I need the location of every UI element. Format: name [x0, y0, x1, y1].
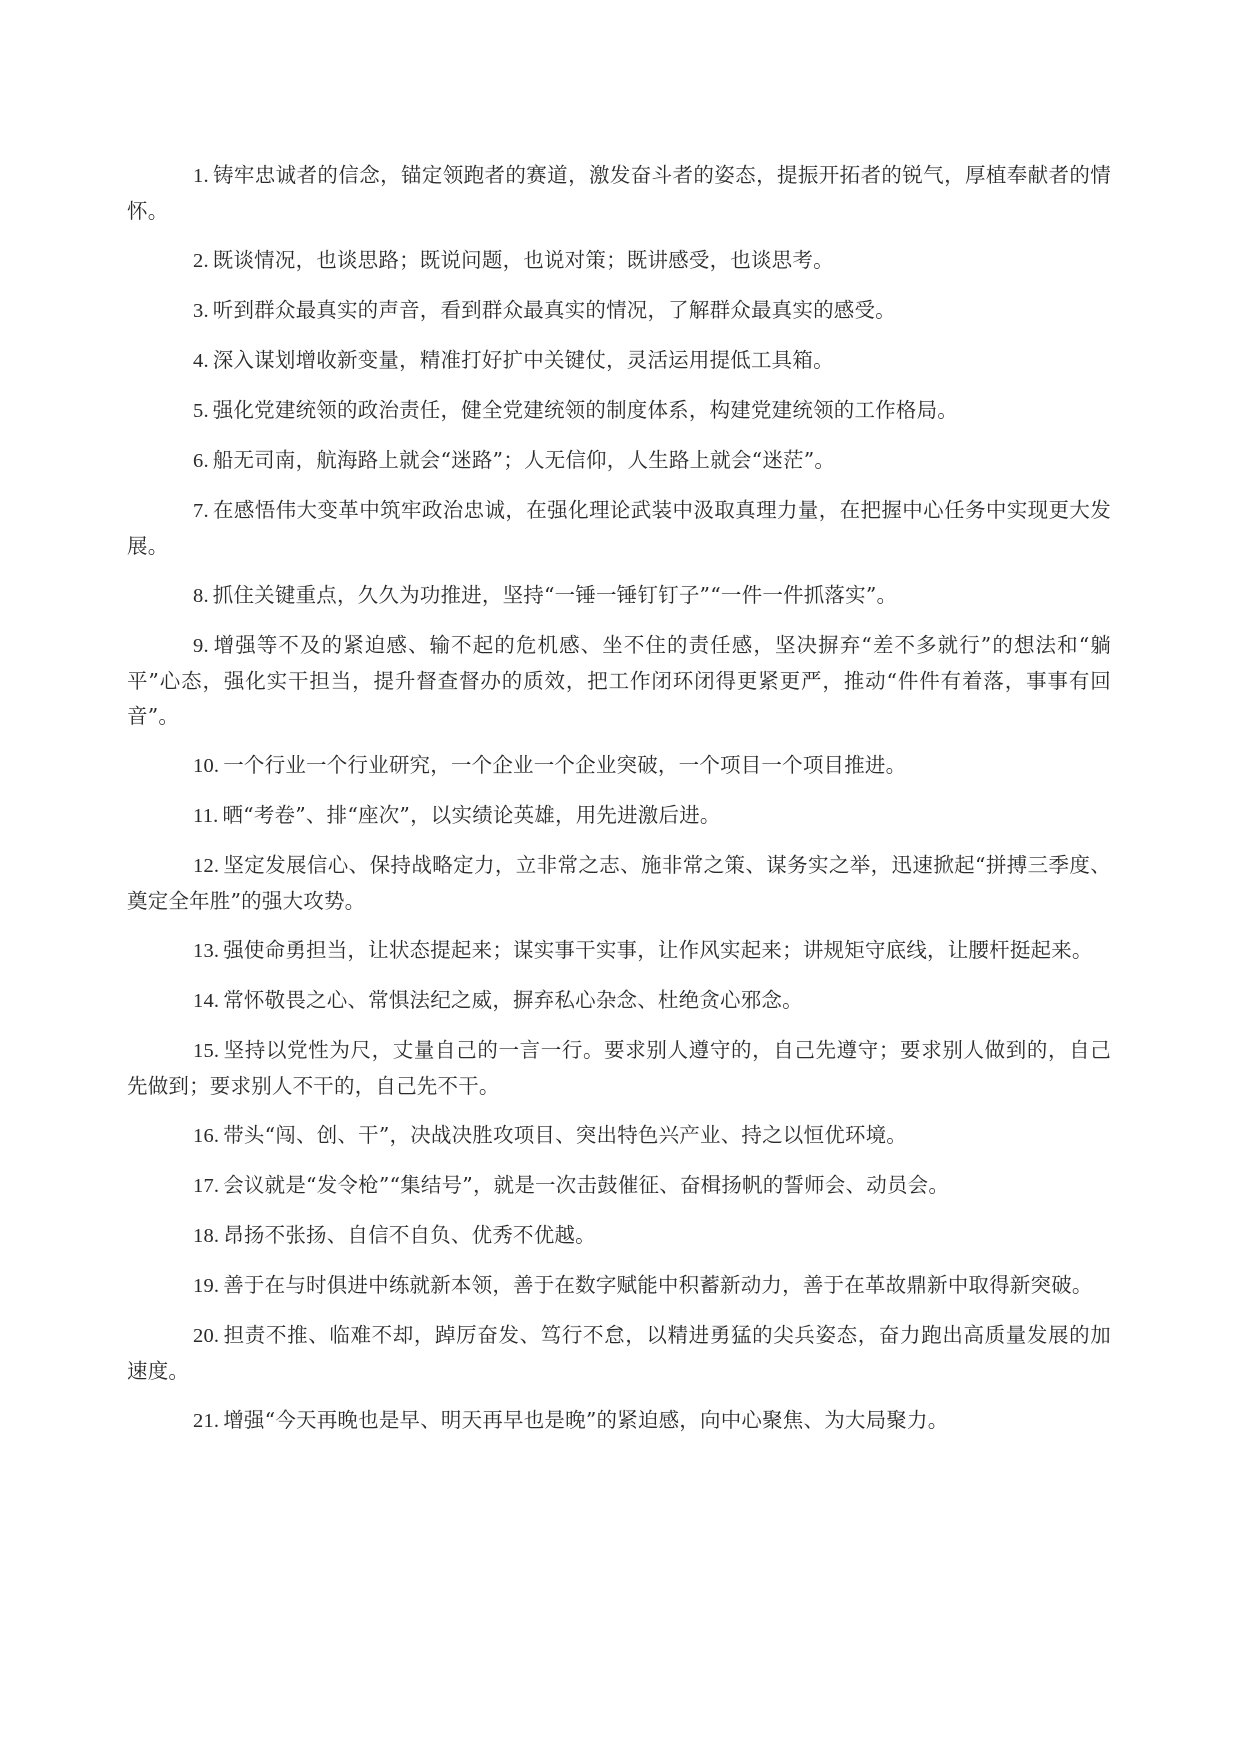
paragraph-number: 10. [193, 755, 220, 777]
numbered-paragraph [127, 493, 1111, 564]
paragraph-text: 强化党建统领的政治责任，健全党建统领的制度体系，构建党建统领的工作格局。 [212, 398, 958, 422]
numbered-paragraph [127, 1033, 1111, 1104]
paragraph-number: 15. [193, 1040, 220, 1062]
numbered-paragraph [127, 1218, 1111, 1254]
paragraph-number: 9. [193, 635, 209, 657]
numbered-paragraph [127, 343, 1111, 379]
paragraph-text: 铸牢忠诚者的信念，锚定领跑者的赛道，激发奋斗者的姿态，提振开拓者的锐气，厚植奉献者的情怀。 [127, 163, 1111, 223]
paragraph-text: 会议就是“发令枪”“集结号”，就是一次击鼓催征、奋楫扬帆的誓师会、动员会。 [223, 1173, 950, 1197]
paragraph-text: 常怀敬畏之心、常惧法纪之威，摒弃私心杂念、杜绝贪心邪念。 [223, 988, 803, 1012]
numbered-paragraph [127, 1318, 1111, 1389]
paragraph-number: 4. [193, 350, 209, 372]
paragraph-number: 17. [193, 1175, 220, 1197]
paragraph-number: 19. [193, 1275, 220, 1297]
paragraph-number: 21. [193, 1410, 220, 1432]
paragraph-text: 增强“今天再晚也是早、明天再早也是晚”的紧迫感，向中心聚焦、为大局聚力。 [223, 1408, 949, 1432]
document-body [127, 158, 1111, 1453]
numbered-paragraph [127, 1268, 1111, 1304]
paragraph-text: 既谈情况，也谈思路；既说问题，也说对策；既讲感受，也谈思考。 [212, 248, 834, 272]
numbered-paragraph [127, 1168, 1111, 1204]
numbered-paragraph [127, 443, 1111, 479]
paragraph-text: 听到群众最真实的声音，看到群众最真实的情况，了解群众最真实的感受。 [212, 298, 896, 322]
paragraph-number: 5. [193, 400, 209, 422]
paragraph-text: 带头“闯、创、干”，决战决胜攻项目、突出特色兴产业、持之以恒优环境。 [223, 1123, 907, 1147]
paragraph-text: 坚持以党性为尺，丈量自己的一言一行。要求别人遵守的，自己先遵守；要求别人做到的，自己先做到；要求别人不干的，自己先不干。 [127, 1038, 1111, 1098]
numbered-paragraph [127, 748, 1111, 784]
paragraph-text: 昂扬不张扬、自信不自负、优秀不优越。 [223, 1223, 596, 1247]
paragraph-text: 一个行业一个行业研究，一个企业一个企业突破，一个项目一个项目推进。 [223, 753, 907, 777]
paragraph-text: 坚定发展信心、保持战略定力，立非常之志、施非常之策、谋务实之举，迅速掀起“拼搏三季度、奠定全年胜”的强大攻势。 [127, 853, 1111, 913]
paragraph-number: 13. [193, 940, 220, 962]
numbered-paragraph [127, 983, 1111, 1019]
numbered-paragraph [127, 933, 1111, 969]
paragraph-text: 船无司南，航海路上就会“迷路”；人无信仰，人生路上就会“迷茫”。 [212, 448, 836, 472]
paragraph-number: 14. [193, 990, 220, 1012]
paragraph-number: 20. [193, 1325, 220, 1347]
paragraph-number: 1. [193, 165, 209, 187]
paragraph-text: 增强等不及的紧迫感、输不起的危机感、坐不住的责任感，坚决摒弃“差不多就行”的想法和“躺平”心态，强化实干担当，提升督查督办的质效，把工作闭环闭得更紧更严，推动“件件有着落，事事有回音”。 [127, 633, 1111, 728]
paragraph-number: 18. [193, 1225, 220, 1247]
paragraph-number: 12. [193, 855, 220, 877]
numbered-paragraph [127, 798, 1111, 834]
numbered-paragraph [127, 578, 1111, 614]
paragraph-text: 抓住关键重点，久久为功推进，坚持“一锤一锤钉钉子”“一件一件抓落实”。 [212, 583, 898, 607]
paragraph-number: 6. [193, 450, 209, 472]
numbered-paragraph [127, 393, 1111, 429]
numbered-paragraph [127, 1403, 1111, 1439]
paragraph-text: 在感悟伟大变革中筑牢政治忠诚，在强化理论武装中汲取真理力量，在把握中心任务中实现更大发展。 [127, 498, 1111, 558]
numbered-paragraph [127, 628, 1111, 734]
numbered-paragraph [127, 848, 1111, 919]
paragraph-text: 晒“考卷”、排“座次”，以实绩论英雄，用先进激后进。 [222, 803, 721, 827]
numbered-paragraph [127, 158, 1111, 229]
numbered-paragraph [127, 243, 1111, 279]
paragraph-number: 8. [193, 585, 209, 607]
paragraph-number: 2. [193, 250, 209, 272]
paragraph-number: 16. [193, 1125, 220, 1147]
numbered-paragraph [127, 293, 1111, 329]
paragraph-text: 强使命勇担当，让状态提起来；谋实事干实事，让作风实起来；讲规矩守底线，让腰杆挺起来。 [223, 938, 1093, 962]
numbered-paragraph [127, 1118, 1111, 1154]
paragraph-number: 7. [193, 500, 209, 522]
paragraph-text: 善于在与时俱进中练就新本领，善于在数字赋能中积蓄新动力，善于在革故鼎新中取得新突破。 [223, 1273, 1093, 1297]
paragraph-text: 深入谋划增收新变量，精准打好扩中关键仗，灵活运用提低工具箱。 [212, 348, 834, 372]
paragraph-text: 担责不推、临难不却，踔厉奋发、笃行不怠，以精进勇猛的尖兵姿态，奋力跑出高质量发展的加速度。 [127, 1323, 1111, 1383]
paragraph-number: 11. [193, 805, 219, 827]
paragraph-number: 3. [193, 300, 209, 322]
